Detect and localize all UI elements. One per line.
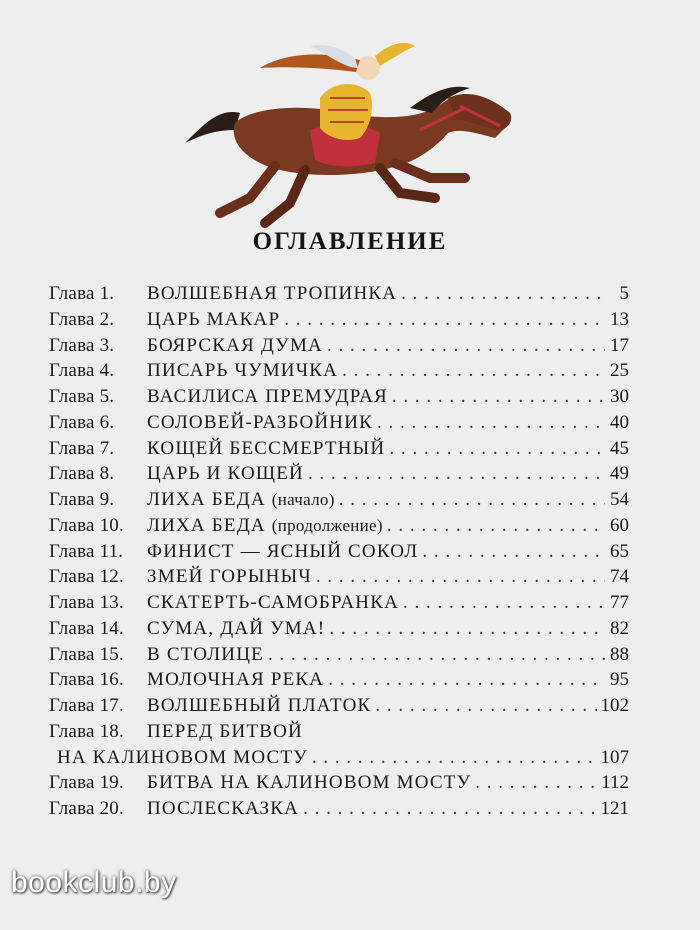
chapter-title [147,721,303,743]
dot-leader [389,438,605,460]
page-number: 95 [610,669,629,691]
page-number: 82 [610,617,629,639]
chapter-title-text: СОЛОВЕЙ-РАЗБОЙНИК [147,411,374,433]
chapter-title [147,592,399,614]
chapter-title [147,283,397,305]
chapter-title [147,309,280,331]
chapter-title-text: КОЩЕЙ БЕССМЕРТНЫЙ [147,437,386,459]
page-number: 30 [610,386,629,407]
chapter-title [147,695,371,717]
page-number: 25 [610,360,629,382]
toc-list [49,283,629,824]
page-number: 49 [610,463,629,485]
page-number: 45 [610,437,629,459]
chapter-label: Глава 12. [49,566,124,588]
toc-entry [49,592,629,618]
toc-entry [49,772,629,798]
page-number: 74 [610,566,629,588]
page-number: 121 [600,798,629,819]
chapter-title-note: (начало) [271,490,335,509]
chapter-label: Глава 17. [49,695,124,716]
chapter-title-text: ЦАРЬ МАКАР [147,308,281,330]
page-number: 107 [600,746,629,768]
chapter-title [147,669,324,691]
chapter-title-note: (продолжение) [271,515,383,535]
chapter-title-text: МОЛОЧНАЯ РЕКА [147,669,325,691]
dot-leader [327,335,605,357]
toc-entry [49,438,629,464]
dot-leader [339,489,605,511]
dot-leader [392,386,605,408]
toc-entry [49,515,629,541]
chapter-label: Глава 14. [49,617,124,639]
dot-leader [329,618,605,640]
toc-entry [49,695,629,721]
page-number: 13 [610,308,629,330]
chapter-label: Глава 8. [49,463,115,485]
toc-entry [49,747,629,773]
chapter-title [147,360,338,382]
chapter-label: Глава 19. [49,772,124,794]
toc-entry [49,489,629,515]
toc-entry [49,669,629,695]
chapter-label: Глава 20. [49,798,124,819]
chapter-title [147,335,323,357]
toc-entry [49,463,629,489]
chapter-title [57,747,308,769]
chapter-label: Глава 13. [49,592,124,613]
horse-rider-illustration [180,38,520,228]
horse-rider-drawing [180,38,520,228]
watermark: bookclub.by [11,866,177,899]
page-number: 60 [610,514,629,536]
chapter-title-text: ПИСАРЬ ЧУМИЧКА [147,360,339,382]
chapter-label: Глава 7. [49,437,115,459]
chapter-title-text: В СТОЛИЦЕ [147,643,264,665]
chapter-title [147,772,471,794]
dot-leader [284,309,605,331]
chapter-title-text: ФИНИСТ — ЯСНЫЙ СОКОЛ [147,540,419,562]
chapter-title-text: БОЯРСКАЯ ДУМА [147,334,323,356]
chapter-title [147,618,325,640]
chapter-title [147,489,335,511]
dot-leader [308,463,605,485]
chapter-label: Глава 2. [49,308,115,330]
chapter-label: Глава 11. [49,540,124,562]
chapter-title [147,515,383,537]
toc-entry [49,644,629,670]
page-number: 112 [601,772,629,794]
dot-leader [422,541,605,563]
chapter-title-text: ЛИХА БЕДА [147,514,266,536]
chapter-title [147,412,373,434]
page-number: 54 [610,489,629,510]
chapter-title-text: СКАТЕРТЬ-САМОБРАНКА [147,592,399,613]
dot-leader [403,592,605,614]
dot-leader [312,747,597,769]
dot-leader [342,360,605,382]
chapter-title-text: БИТВА НА КАЛИНОВОМ МОСТУ [147,772,472,794]
chapter-title [147,566,312,588]
chapter-label: Глава 5. [49,386,115,407]
dot-leader [375,695,596,717]
chapter-label: Глава 10. [49,514,124,536]
toc-entry [49,412,629,438]
chapter-label: Глава 1. [49,283,115,304]
toc-entry [49,283,629,309]
dot-leader [387,515,605,537]
chapter-title-text: ВОЛШЕБНЫЙ ПЛАТОК [147,695,372,716]
page-number: 88 [610,643,629,665]
toc-entry [49,541,629,567]
chapter-title-text: ПЕРЕД БИТВОЙ [147,720,303,742]
toc-entry [49,798,629,824]
toc-entry [49,618,629,644]
dot-leader [303,798,596,820]
toc-entry [49,309,629,335]
chapter-title [147,438,385,460]
chapter-label: Глава 18. [49,720,124,742]
page-number: 77 [610,592,629,613]
chapter-title [147,798,299,820]
page-number: 5 [619,283,629,304]
chapter-title-text: ПОСЛЕСКАЗКА [147,798,300,819]
toc-entry [49,335,629,361]
chapter-label: Глава 9. [49,489,115,510]
toc-entry [49,360,629,386]
page-number: 40 [610,411,629,433]
chapter-label: Глава 4. [49,360,115,382]
dot-leader [268,644,605,666]
chapter-title-text: ЛИХА БЕДА [147,489,266,510]
chapter-title-text: ВАСИЛИСА ПРЕМУДРАЯ [147,386,388,407]
dot-leader [316,566,605,588]
dot-leader [475,772,597,794]
chapter-title [147,644,264,666]
page-number: 65 [610,540,629,562]
page-number: 102 [600,695,629,716]
chapter-label: Глава 15. [49,643,124,665]
chapter-title-text: ВОЛШЕБНАЯ ТРОПИНКА [147,283,398,304]
dot-leader [328,669,605,691]
chapter-title-text: НА КАЛИНОВОМ МОСТУ [57,746,308,768]
toc-entry [49,566,629,592]
chapter-title [147,386,388,408]
page-number: 17 [610,334,629,356]
chapter-title [147,463,304,485]
toc-heading: ОГЛАВЛЕНИЕ [252,228,448,255]
chapter-title-text: ЗМЕЙ ГОРЫНЫЧ [147,566,312,588]
chapter-title-text: ЦАРЬ И КОЩЕЙ [147,463,304,485]
toc-entry [49,386,629,412]
chapter-label: Глава 16. [49,669,124,691]
dot-leader [401,283,605,305]
toc-entry [49,721,629,747]
chapter-label: Глава 3. [49,334,115,356]
dot-leader [377,412,605,434]
chapter-title-text: СУМА, ДАЙ УМА! [147,617,326,639]
chapter-title [147,541,418,563]
chapter-label: Глава 6. [49,411,115,433]
